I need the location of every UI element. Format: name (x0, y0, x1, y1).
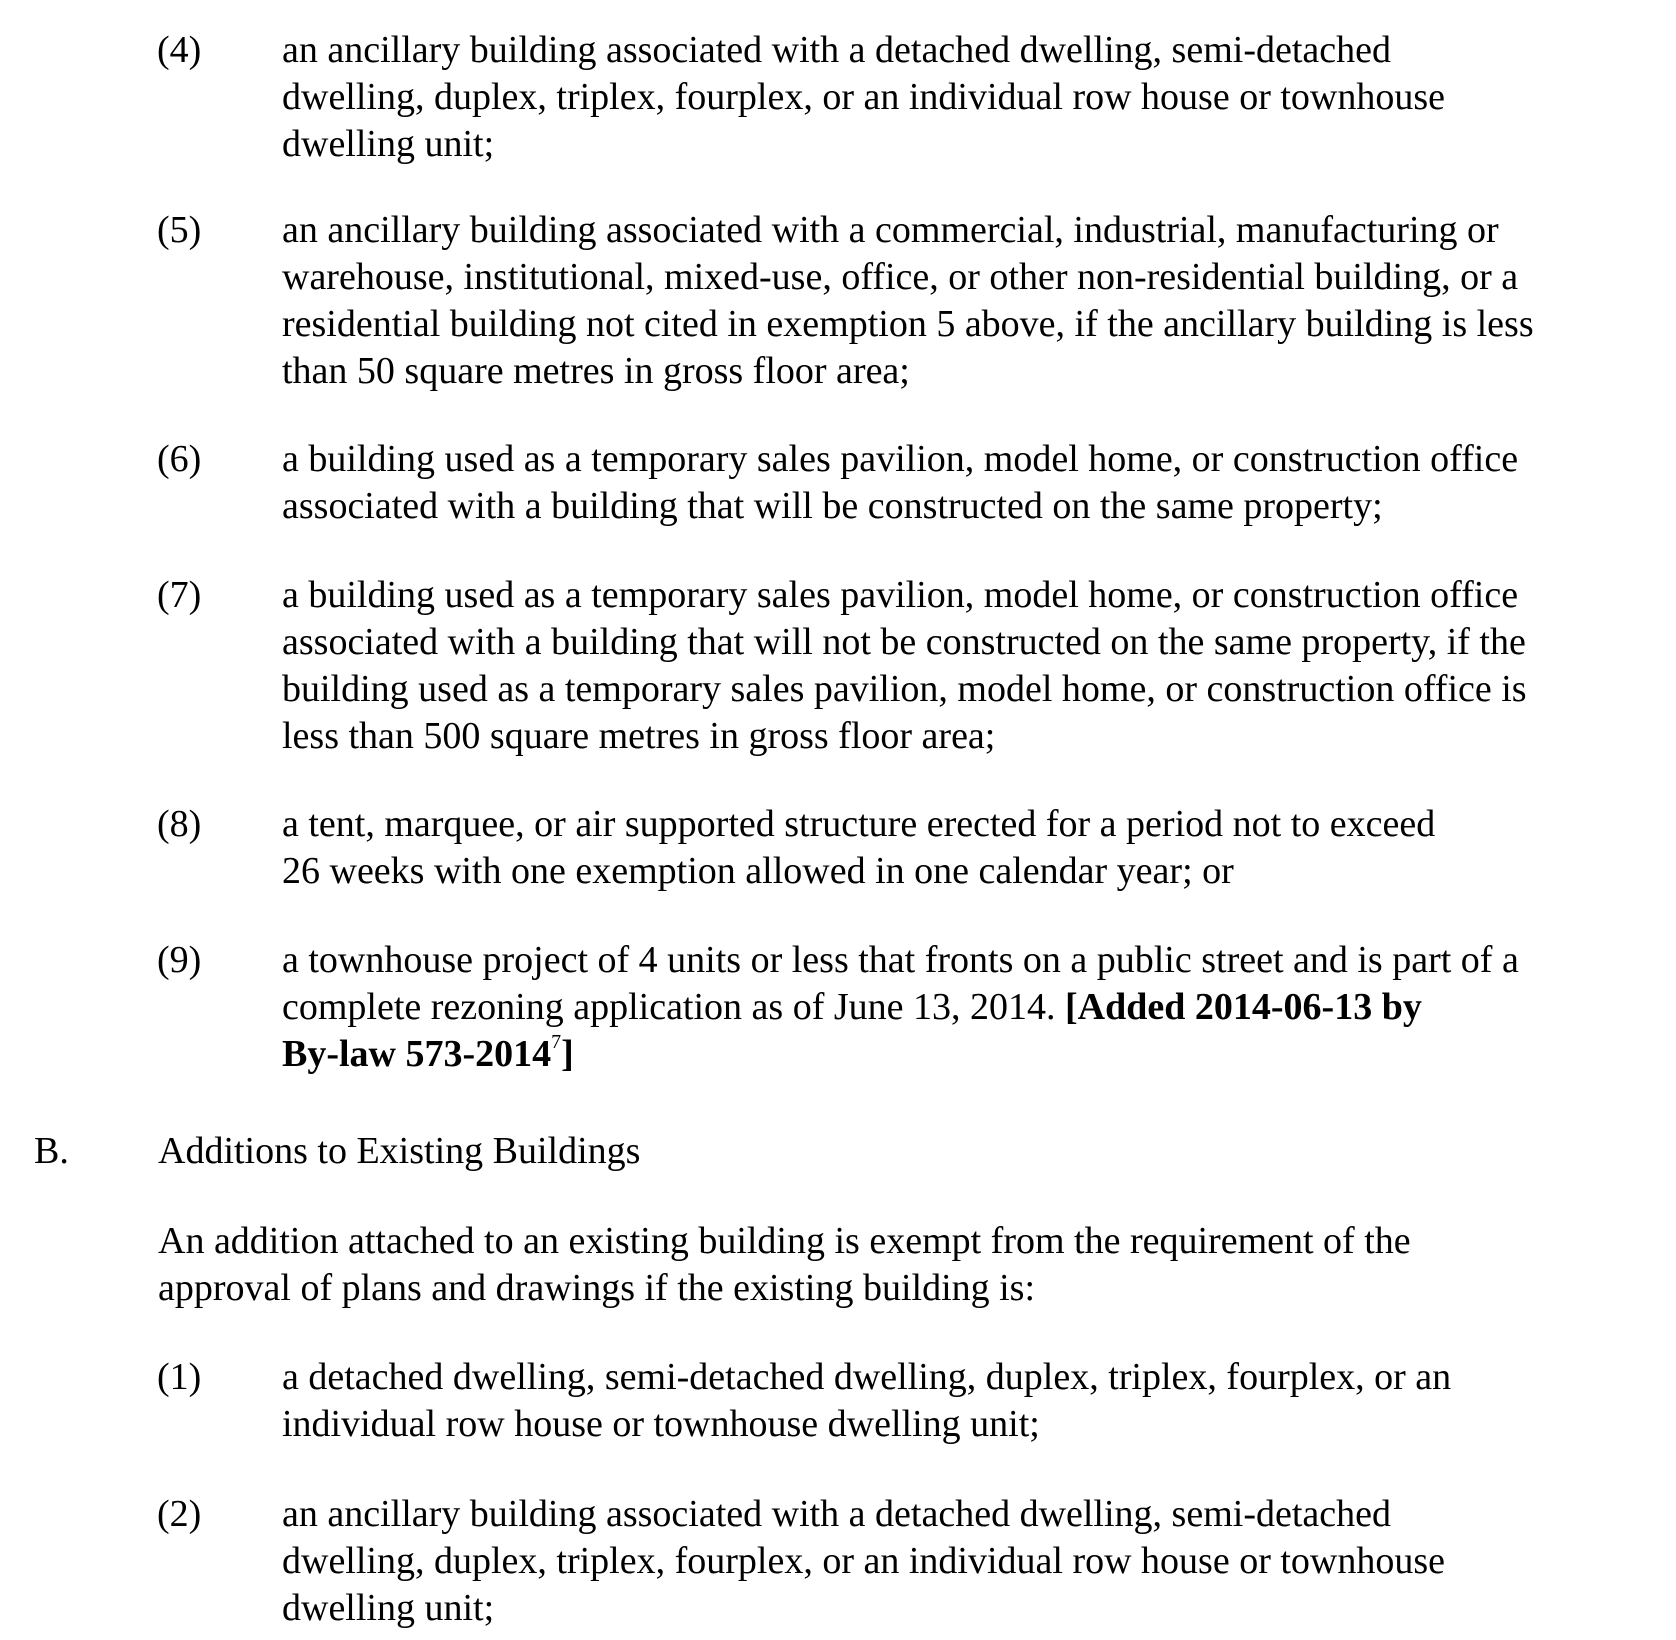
text-line: associated with a building that will be constructed on the same property; (282, 485, 1383, 527)
item-number: (7) (157, 574, 202, 616)
item-number: (8) (157, 803, 202, 845)
text-line: a building used as a temporary sales pavilion, model home, or construction office (282, 438, 1519, 480)
item-number: (5) (157, 209, 202, 251)
item-text (282, 572, 1652, 760)
text-line: associated with a building that will not be constructed on the same property, if the (282, 621, 1526, 663)
item-text (282, 207, 1652, 395)
text-line: 26 weeks with one exemption allowed in one calendar year; or (282, 850, 1234, 892)
amendment-note-end: ] (561, 1033, 574, 1075)
text-line: approval of plans and drawings if the existing building is: (158, 1267, 1036, 1309)
text-line: an ancillary building associated with a detached dwelling, semi-detached (282, 1493, 1391, 1535)
item-text (282, 436, 1652, 530)
item-number: (1) (157, 1356, 202, 1398)
text-line: dwelling unit; (282, 123, 495, 165)
footnote-marker[interactable]: 7 (551, 1031, 562, 1054)
section-title: Additions to Existing Buildings (158, 1130, 641, 1172)
text-line: individual row house or townhouse dwelling unit; (282, 1403, 1040, 1445)
amendment-note: By-law 573-2014 (282, 1033, 552, 1075)
text-line: a townhouse project of 4 units or less that fronts on a public street and is part of a (282, 939, 1519, 981)
text-line: than 50 square metres in gross floor area; (282, 350, 910, 392)
item-number: (6) (157, 438, 202, 480)
item-text (282, 27, 1652, 168)
text-line: an ancillary building associated with a detached dwelling, semi-detached (282, 29, 1391, 71)
text-line (282, 984, 1652, 1031)
item-number: (9) (157, 939, 202, 981)
text-line: an ancillary building associated with a commercial, industrial, manufacturing or (282, 209, 1499, 251)
text-span: complete rezoning application as of June 13, 2014. (282, 986, 1066, 1028)
text-line: warehouse, institutional, mixed-use, office, or other non-residential building, or a (282, 256, 1519, 298)
text-line: dwelling unit; (282, 1587, 495, 1629)
text-line (282, 1031, 1652, 1078)
text-line: dwelling, duplex, triplex, fourplex, or an individual row house or townhouse (282, 76, 1446, 118)
text-line: less than 500 square metres in gross floor area; (282, 715, 996, 757)
text-line: An addition attached to an existing building is exempt from the requirement of the (158, 1220, 1411, 1262)
text-line: residential building not cited in exemption 5 above, if the ancillary building is less (282, 303, 1534, 345)
item-text (282, 937, 1652, 1078)
text-line: building used as a temporary sales pavilion, model home, or construction office is (282, 668, 1527, 710)
item-text (282, 1491, 1652, 1632)
item-number: (4) (157, 29, 202, 71)
section-letter: B. (34, 1130, 69, 1172)
item-number: (2) (157, 1493, 202, 1535)
text-line: a detached dwelling, semi-detached dwelling, duplex, triplex, fourplex, or an (282, 1356, 1452, 1398)
text-line: dwelling, duplex, triplex, fourplex, or an individual row house or townhouse (282, 1540, 1446, 1582)
text-line: a tent, marquee, or air supported structure erected for a period not to exceed (282, 803, 1436, 845)
item-text (282, 801, 1652, 895)
item-text (282, 1354, 1652, 1448)
intro-paragraph (158, 1218, 1638, 1312)
text-line: a building used as a temporary sales pavilion, model home, or construction office (282, 574, 1519, 616)
amendment-note: [Added 2014-06-13 by (1065, 986, 1422, 1028)
